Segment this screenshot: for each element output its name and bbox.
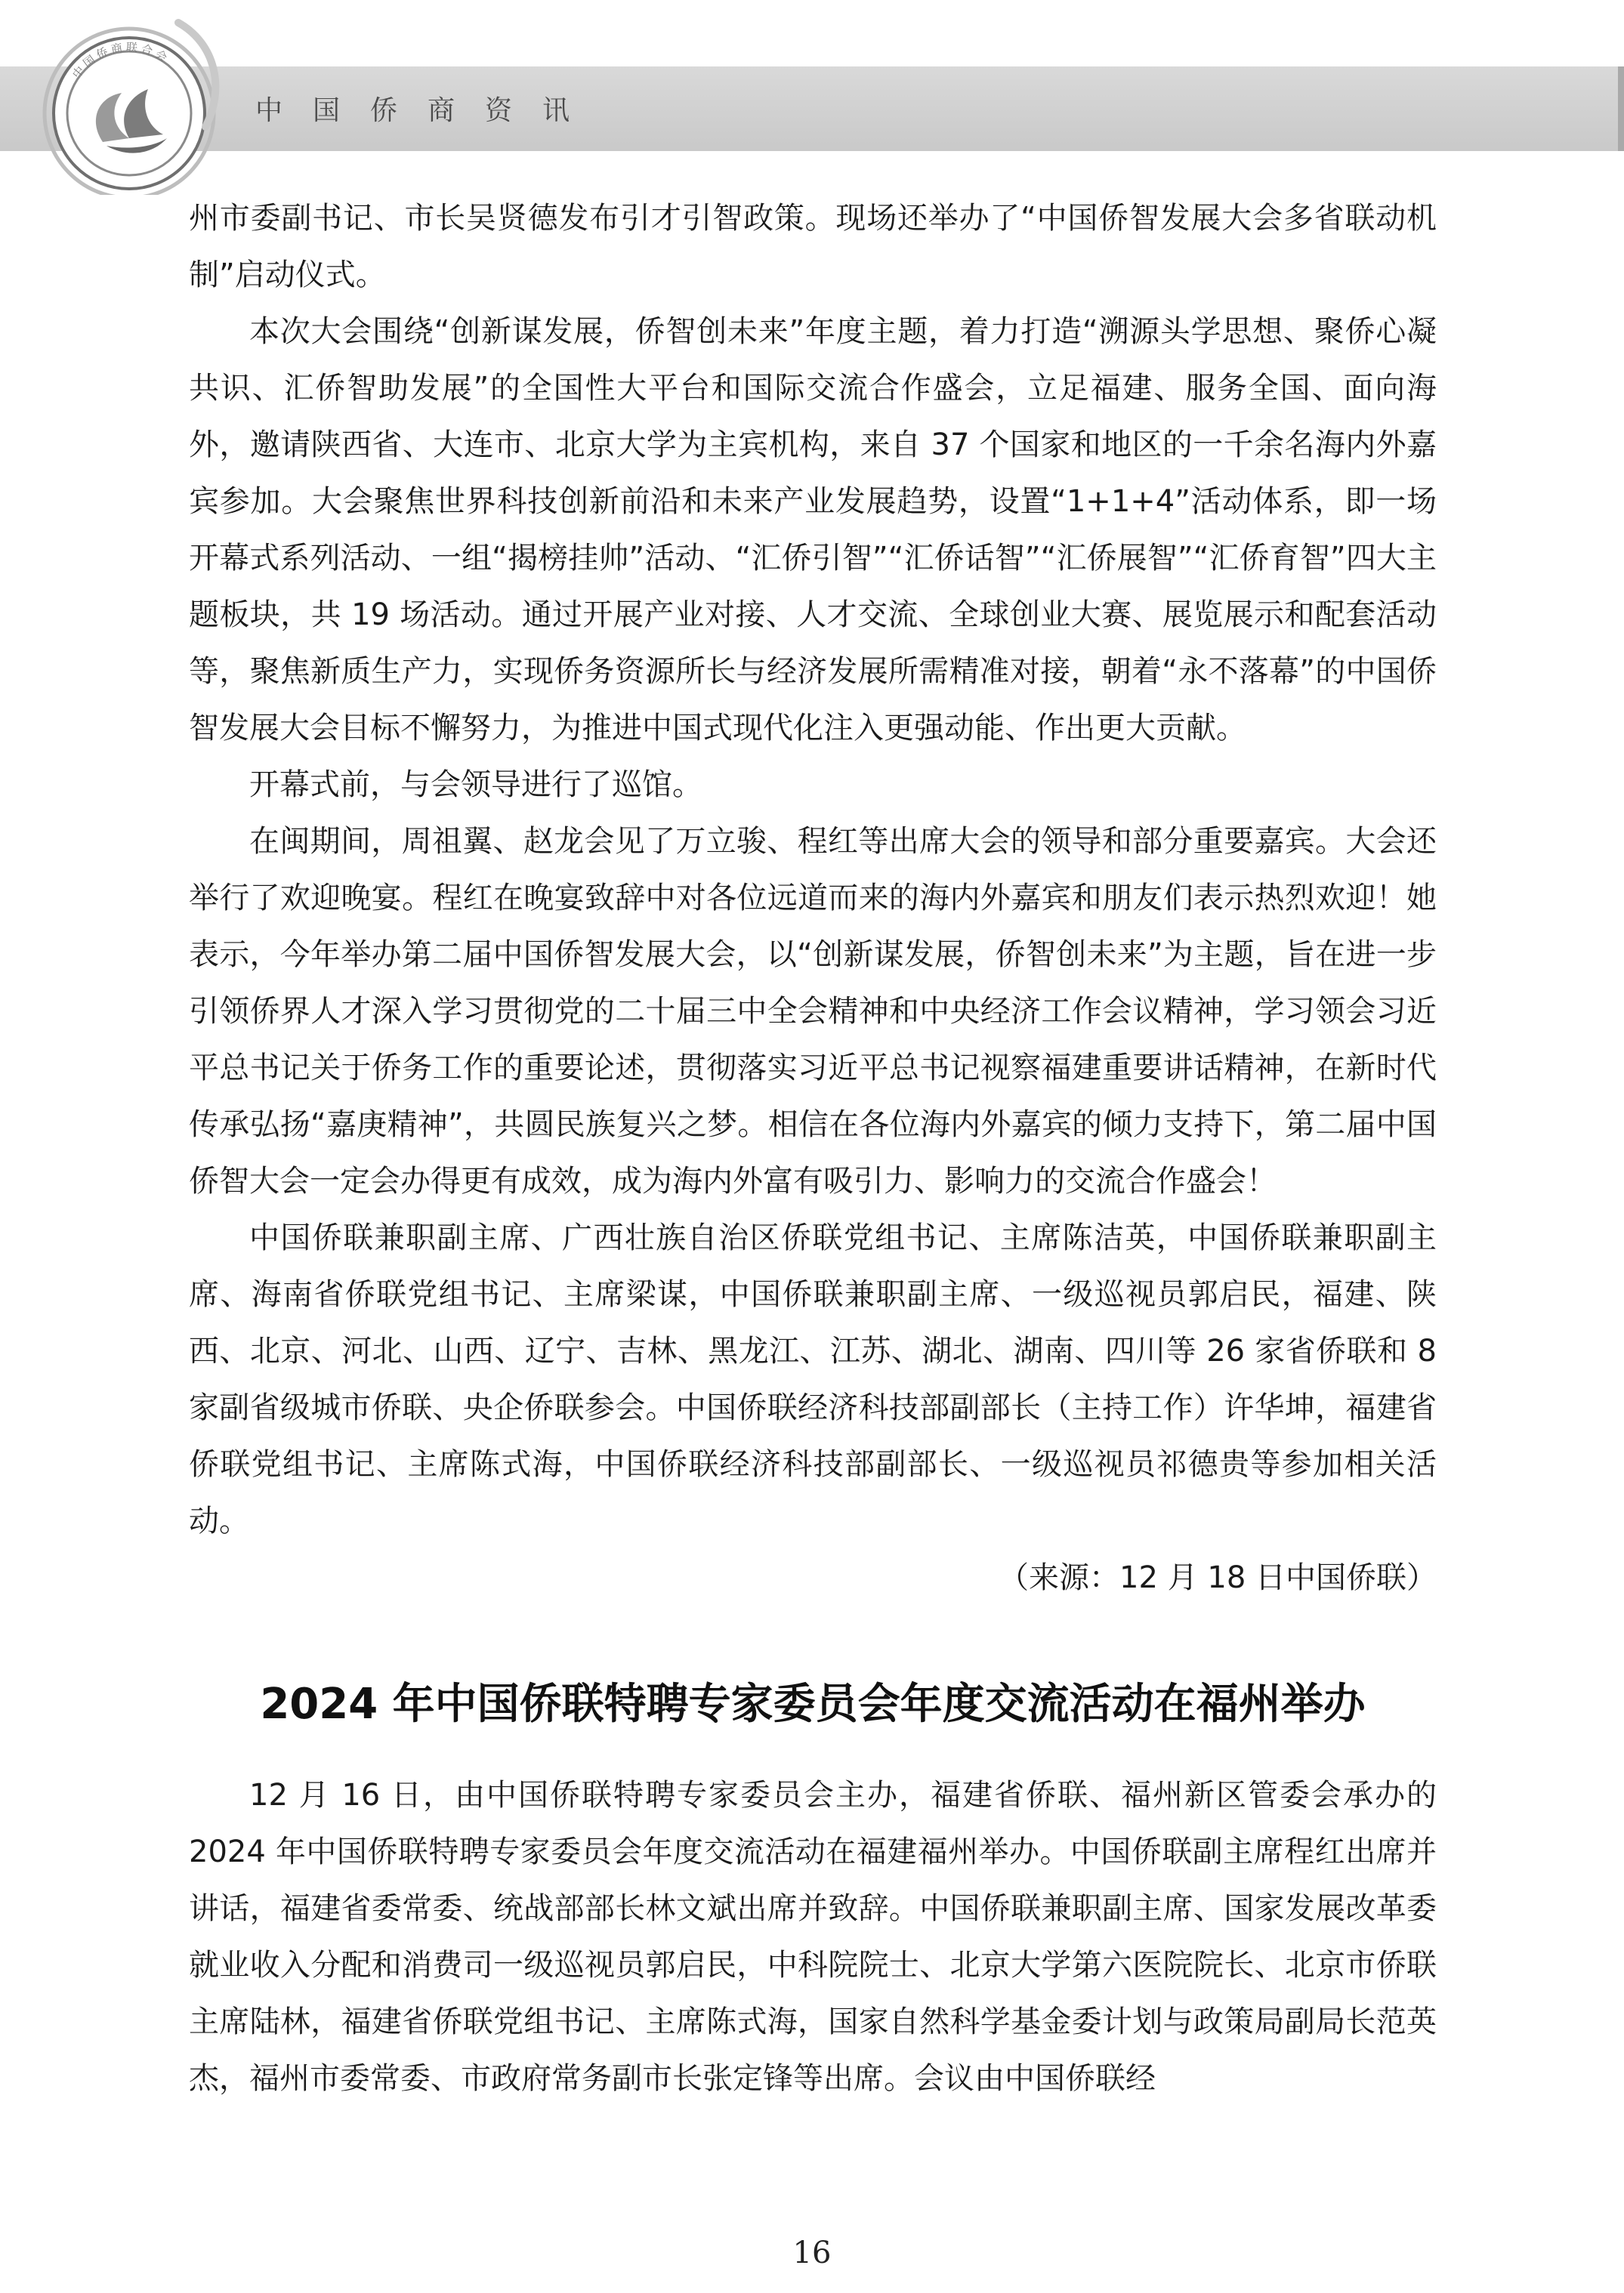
paragraph: 州市委副书记、市长吴贤德发布引才引智政策。现场还举办了“中国侨智发展大会多省联动机制”启动仪式。	[189, 201, 1437, 292]
logo-icon	[27, 14, 239, 195]
header-band-edge	[1618, 66, 1624, 151]
article-title: 2024 年中国侨联特聘专家委员会年度交流活动在福州举办	[260, 1680, 1366, 1729]
article-body	[189, 1767, 1437, 2107]
source-note: （来源：12 月 18 日中国侨联）	[999, 1560, 1437, 1595]
paragraph: 12 月 16 日，由中国侨联特聘专家委员会主办，福建省侨联、福州新区管委会承办的 2024 年中国侨联特聘专家委员会年度交流活动在福建福州举办。中国侨联副主席程红出席并讲话，福建省委常委、统战部部长林文斌出席并致辞。中国侨联兼职副主席、国家发展改革委就业收入分配和消费司一级巡视员郭启民，中科院院士、北京大学第六医院院长、北京市侨联主席陆林，福建省侨联党组书记、主席陈式海，国家自然科学基金委计划与政策局副局长范英杰，福州市委常委、市政府常务副市长张定锋等出席。会议由中国侨联经	[189, 1778, 1437, 2096]
paragraph: 本次大会围绕“创新谋发展，侨智创未来”年度主题，着力打造“溯源头学思想、聚侨心凝共识、汇侨智助发展”的全国性大平台和国际交流合作盛会，立足福建、服务全国、面向海外，邀请陕西省、大连市、北京大学为主宾机构，来自 37 个国家和地区的一千余名海内外嘉宾参加。大会聚焦世界科技创新前沿和未来产业发展趋势，设置“1+1+4”活动体系，即一场开幕式系列活动、一组“揭榜挂帅”活动、“汇侨引智”“汇侨话智”“汇侨展智”“汇侨育智”四大主题板块，共 19 场活动。通过开展产业对接、人才交流、全球创业大赛、展览展示和配套活动等，聚焦新质生产力，实现侨务资源所长与经济发展所需精准对接，朝着“永不落幕”的中国侨智发展大会目标不懈努力，为推进中国式现代化注入更强动能、作出更大贡献。	[189, 314, 1437, 745]
paragraph: 在闽期间，周祖翼、赵龙会见了万立骏、程红等出席大会的领导和部分重要嘉宾。大会还举行了欢迎晚宴。程红在晚宴致辞中对各位远道而来的海内外嘉宾和朋友们表示热烈欢迎！她表示，今年举办第二届中国侨智发展大会，以“创新谋发展，侨智创未来”为主题，旨在进一步引领侨界人才深入学习贯彻党的二十届三中全会精神和中央经济工作会议精神，学习领会习近平总书记关于侨务工作的重要论述，贯彻落实习近平总书记视察福建重要讲话精神，在新时代传承弘扬“嘉庚精神”，共圆民族复兴之梦。相信在各位海内外嘉宾的倾力支持下，第二届中国侨智大会一定会办得更有成效，成为海内外富有吸引力、影响力的交流合作盛会！	[189, 824, 1437, 1199]
article-continuation	[189, 190, 1437, 1606]
logo-text: 中国侨商联合会	[69, 40, 172, 82]
header-title: 中国侨商资讯	[255, 95, 601, 126]
paragraph: 开幕式前，与会领导进行了巡馆。	[249, 767, 702, 802]
page-number: 16	[792, 2236, 832, 2270]
header-band	[0, 66, 1624, 151]
paragraph: 中国侨联兼职副主席、广西壮族自治区侨联党组书记、主席陈洁英，中国侨联兼职副主席、海南省侨联党组书记、主席梁谋，中国侨联兼职副主席、一级巡视员郭启民，福建、陕西、北京、河北、山西、辽宁、吉林、黑龙江、江苏、湖北、湖南、四川等 26 家省侨联和 8 家副省级城市侨联、央企侨联参会。中国侨联经济科技部副部长（主持工作）许华坤，福建省侨联党组书记、主席陈式海，中国侨联经济科技部副部长、一级巡视员祁德贵等参加相关活动。	[189, 1221, 1437, 1538]
